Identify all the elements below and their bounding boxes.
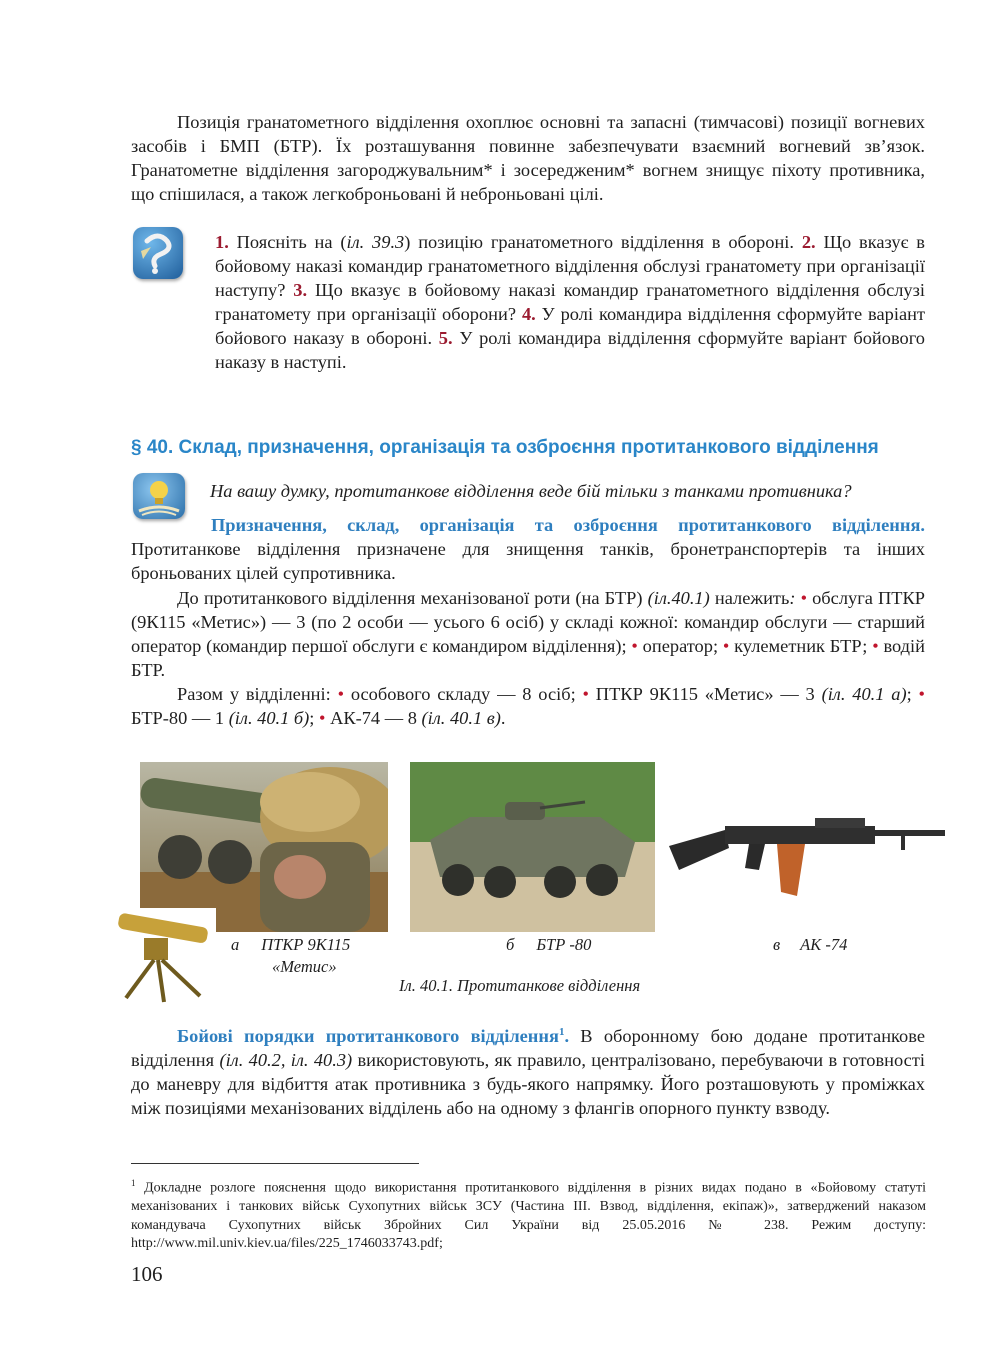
composition-text: обслуга ПТКР (9К115 «Метис») — 3 (по 2 особи — усього 6 осіб) у складі кожної: командир обслуги — старший оператор (командир першої обслуги є командиром відділення);	[131, 588, 925, 656]
task-number-4: 4.	[521, 304, 536, 324]
totals-text: БТР-80 — 1	[131, 708, 229, 728]
bullet: •	[918, 684, 925, 704]
caption-a-line2: «Метис»	[272, 957, 337, 976]
caption-text: АК -74	[800, 935, 848, 954]
totals-text: ;	[309, 708, 320, 728]
composition-text: кулеметник БТР;	[729, 636, 873, 656]
battle-orders-head: .	[564, 1026, 570, 1047]
totals-text: АК-74 — 8	[325, 708, 422, 728]
task-text: У ролі командира відділення сформуйте варіант бойового наказу в обороні.	[215, 304, 925, 348]
figure-ref: (іл. 40.1 а)	[821, 684, 907, 704]
task-number-2: 2.	[801, 232, 816, 252]
figure-title: Іл. 40.1. Протитанкове відділення	[399, 976, 641, 995]
totals-paragraph	[131, 682, 925, 730]
footnote-divider	[131, 1163, 419, 1164]
section-title: § 40. Склад, призначення, організація та озброєння протитанкового відділення	[131, 437, 879, 458]
composition-text: водій БТР.	[131, 636, 925, 680]
intro-text: Позиція гранатометного відділення охоплює основні та запасні (тимчасові) позиції вогневих засобів і БМП (БТР). Їх розташування повинне забезпечувати взаємний вогневий зв’язок. Гранатометне відділення загороджувальним* і зосередженим* вогнем знищує піхоту противника, що спішилася, а також легкоброньовані й неброньовані цілі.	[131, 112, 925, 204]
figure-ref: (іл. 40.1 в)	[421, 708, 501, 728]
bullet: •	[872, 636, 879, 656]
atgm-photo	[140, 762, 388, 932]
totals-text: Разом у відділенні:	[177, 684, 338, 704]
composition-text: До протитанкового відділення механізованої роти (на БТР)	[177, 588, 648, 608]
caption-text: ПТКР 9К115	[261, 935, 351, 954]
footnote-text: Докладне розлоге пояснення щодо використання протитанкового відділення в різних видах подано в «Бойовому статуті механізованих і танкових військ Сухопутних військ ЗСУ (Частина ІІІ. Взвод, відділення, екіпаж)», затверджений наказом командувача Сухопутних військ Збройних Сил України від 25.05.2016 № 238. Режим доступу: http://www.mil.univ.kiev.ua/files/225_1746033743.pdf;	[131, 1180, 926, 1252]
footnote-ref: 1	[558, 1026, 565, 1038]
battle-orders-paragraph	[131, 1020, 925, 1120]
task-text: У ролі командира відділення сформуйте варіант бойового наказу в наступі.	[215, 328, 925, 372]
caption-text: БТР -80	[536, 935, 592, 954]
footnote-mark: 1	[131, 1178, 136, 1188]
battle-orders-text: В оборонному бою додане протитанкове відділення	[131, 1026, 925, 1071]
bullet: •	[800, 588, 808, 608]
caption-c	[773, 935, 847, 955]
bullet: •	[582, 684, 589, 704]
totals-text: .	[500, 708, 506, 728]
footnote	[131, 1174, 926, 1254]
purpose-paragraph	[131, 513, 925, 585]
figure-ref: (іл.40.1)	[647, 588, 710, 608]
purpose-subhead: Призначення, склад, організація та озброєння протитанкового відділення.	[211, 515, 925, 535]
atgm-launcher-image	[104, 908, 216, 1006]
task-number-3: 3.	[293, 280, 308, 300]
composition-paragraph	[131, 586, 925, 682]
composition-text: оператор;	[637, 636, 723, 656]
figure-ref: (іл. 40.1 б)	[228, 708, 310, 728]
bullet: •	[631, 636, 638, 656]
caption-a	[231, 935, 350, 955]
caption-letter: б	[506, 935, 515, 954]
figure-ref: (іл. 40.2, іл. 40.3)	[219, 1050, 353, 1071]
caption-b	[506, 935, 591, 955]
colon: :	[789, 588, 796, 608]
figure-ref: іл. 39.3	[346, 232, 405, 252]
intro-paragraph	[131, 110, 925, 206]
caption-letter: а	[231, 935, 240, 954]
totals-text: особового складу — 8 осіб;	[344, 684, 583, 704]
tasks-block	[215, 230, 925, 374]
task-text: Поясніть на (	[228, 232, 347, 252]
btr80-photo	[410, 762, 655, 932]
bullet: •	[319, 708, 326, 728]
battle-orders-text: використовують, як правило, централізовано, перебуваючи в готовності до маневру для відбиття атак противника з будь-якого напрямку. Його розташовують у проміжках між позиціями механізованих відділень або на одному з флангів опорного пункту взводу.	[131, 1050, 925, 1119]
task-text: Що вказує в бойовому наказі командир гранатометного відділення обслузі гранатомету при організації наступу?	[215, 232, 925, 300]
caption-letter: в	[773, 935, 781, 954]
ak74-image	[665, 808, 950, 900]
task-text: ) позицію гранатометного відділення в обороні.	[404, 232, 802, 252]
composition-text: належить	[709, 588, 790, 608]
tasks-icon	[133, 227, 183, 279]
task-number-5: 5.	[438, 328, 453, 348]
section-question: На вашу думку, протитанкове відділення веде бій тільки з танками противника?	[210, 481, 852, 501]
bullet: •	[337, 684, 345, 704]
page-number: 106	[131, 1262, 163, 1286]
task-number-1: 1.	[215, 232, 229, 252]
purpose-text: Протитанкове відділення призначене для знищення танків, бронетранспортерів та інших броньованих цілей супротивника.	[131, 539, 925, 583]
battle-orders-head: Бойові порядки протитанкового відділення	[177, 1026, 559, 1047]
totals-text: ;	[906, 684, 919, 704]
bullet: •	[722, 636, 730, 656]
totals-text: ПТКР 9К115 «Метис» — 3	[588, 684, 822, 704]
task-text: Що вказує в бойовому наказі командир гранатометного відділення обслузі гранатомету при організації оборони?	[215, 280, 925, 324]
